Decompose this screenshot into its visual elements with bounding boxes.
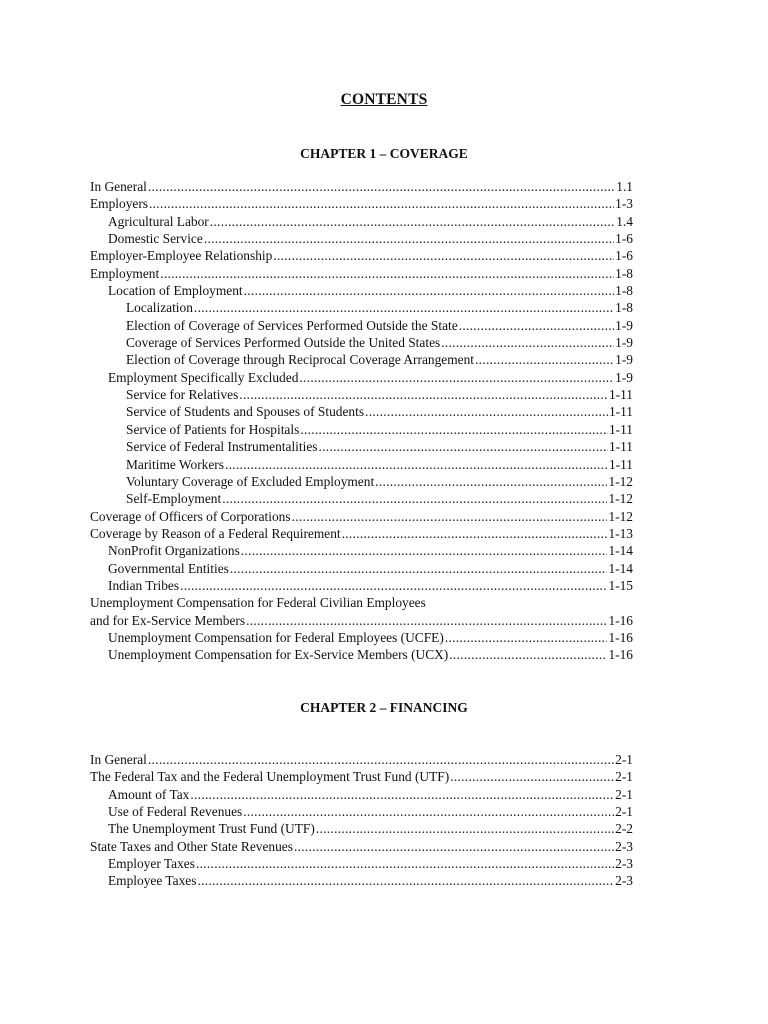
toc-entry-title: In General: [90, 179, 147, 194]
toc-dot-leader: [194, 299, 614, 316]
toc-entry: [90, 369, 633, 386]
toc-page-number: 1-12: [608, 473, 633, 489]
toc-page-number: 1-11: [608, 387, 633, 403]
toc-entry: [90, 265, 633, 282]
toc-page-number: 1-15: [608, 577, 633, 593]
toc-entry: [90, 403, 633, 420]
toc-page-number: 1-16: [608, 647, 633, 663]
toc-entry: [90, 178, 633, 195]
toc-page-number: 1-13: [608, 525, 633, 541]
toc-entry: [90, 351, 633, 368]
toc-entry-title: Coverage by Reason of a Federal Requirement: [90, 525, 341, 541]
chapter-2-heading: CHAPTER 2 – FINANCING: [300, 700, 468, 715]
toc-page-number: 2-1: [615, 804, 633, 820]
toc-entry-title: NonProfit Organizations: [108, 543, 240, 559]
toc-dot-leader: [294, 838, 614, 855]
toc-page-number: 1-11: [608, 421, 633, 437]
toc-entry: [90, 508, 633, 525]
toc-page-number: 1-16: [608, 612, 633, 628]
toc-entry-title: Unemployment Compensation for Federal Civilian Employees: [90, 595, 426, 611]
toc-entry: [90, 299, 633, 316]
toc-entry-title: Employment Specifically Excluded: [108, 369, 299, 385]
toc-dot-leader: [241, 542, 608, 559]
toc-entry: [90, 768, 633, 785]
toc-page-number: 1-14: [608, 560, 633, 576]
toc-entry-title: Coverage of Officers of Corporations: [90, 508, 291, 524]
toc-entry: [90, 855, 633, 872]
toc-dot-leader: [244, 282, 615, 299]
toc-entry: [90, 838, 633, 855]
toc-entry-title: Maritime Workers: [126, 456, 224, 472]
chapter-2-toc: [90, 751, 633, 890]
toc-page-number: 2-2: [615, 821, 633, 837]
toc-dot-leader: [204, 230, 614, 247]
toc-entry: [90, 786, 633, 803]
toc-entry-title: Self-Employment: [126, 491, 222, 507]
toc-dot-leader: [375, 473, 607, 490]
toc-dot-leader: [148, 178, 615, 195]
toc-entry: [90, 386, 633, 403]
toc-dot-leader: [342, 525, 608, 542]
toc-page-number: 1-11: [608, 439, 633, 455]
toc-entry-title: Indian Tribes: [108, 577, 180, 593]
toc-page-number: 1-3: [615, 196, 633, 212]
toc-dot-leader: [190, 786, 614, 803]
toc-dot-leader: [459, 317, 614, 334]
chapter-1-toc: [90, 178, 633, 664]
toc-dot-leader: [319, 438, 608, 455]
toc-entry-title: Agricultural Labor: [108, 213, 209, 229]
toc-entry-title: Domestic Service: [108, 231, 203, 247]
toc-dot-leader: [148, 751, 614, 768]
toc-page-number: 1-9: [615, 317, 633, 333]
toc-page-number: 1-9: [615, 335, 633, 351]
toc-entry: [90, 247, 633, 264]
toc-entry-title: Unemployment Compensation for Federal Employees (UCFE): [108, 629, 444, 645]
toc-page-number: 1.4: [616, 213, 633, 229]
toc-entry-title: Service of Federal Instrumentalities: [126, 439, 318, 455]
toc-page-number: 2-1: [615, 769, 633, 785]
toc-page-number: 1-9: [615, 352, 633, 368]
toc-dot-leader: [196, 855, 614, 872]
toc-dot-leader: [292, 508, 608, 525]
toc-page-number: 2-3: [615, 856, 633, 872]
toc-entry: [90, 577, 633, 594]
toc-entry: [90, 317, 633, 334]
toc-entry: [90, 525, 633, 542]
toc-entry: [90, 803, 633, 820]
toc-entry: [90, 456, 633, 473]
toc-entry: [90, 490, 633, 507]
toc-dot-leader: [222, 490, 607, 507]
toc-entry: [90, 872, 633, 889]
toc-dot-leader: [243, 803, 614, 820]
toc-entry-title: Election of Coverage through Reciprocal Coverage Arrangement: [126, 352, 475, 368]
toc-entry-title: Election of Coverage of Services Performed Outside the State: [126, 317, 458, 333]
toc-entry: [90, 195, 633, 212]
toc-page-number: 1-16: [608, 629, 633, 645]
toc-entry: [90, 282, 633, 299]
toc-dot-leader: [230, 560, 608, 577]
toc-entry-title: Governmental Entities: [108, 560, 229, 576]
toc-dot-leader: [239, 386, 608, 403]
toc-dot-leader: [450, 768, 614, 785]
toc-entry: [90, 421, 633, 438]
toc-entry-title: Employer-Employee Relationship: [90, 248, 273, 264]
toc-entry: [90, 213, 633, 230]
toc-page-number: 1-11: [608, 404, 633, 420]
toc-dot-leader: [160, 265, 614, 282]
toc-entry: [90, 612, 633, 629]
toc-entry: [90, 820, 633, 837]
toc-page-number: 1-6: [615, 248, 633, 264]
toc-entry-title: In General: [90, 752, 147, 767]
toc-page-number: 1-12: [608, 508, 633, 524]
toc-dot-leader: [197, 872, 614, 889]
toc-page-number: 1-8: [615, 265, 633, 281]
toc-dot-leader: [149, 195, 614, 212]
toc-entry-title: Service for Relatives: [126, 387, 239, 403]
toc-entry: [90, 334, 633, 351]
toc-entry: [90, 473, 633, 490]
chapter-1-heading: CHAPTER 1 – COVERAGE: [300, 146, 468, 161]
toc-dot-leader: [365, 403, 608, 420]
toc-entry-title: Employer Taxes: [108, 856, 195, 872]
toc-dot-leader: [449, 646, 607, 663]
toc-entry-title: Employee Taxes: [108, 873, 197, 889]
toc-entry-title: Localization: [126, 300, 193, 316]
toc-entry-title: Employers: [90, 196, 149, 212]
toc-dot-leader: [180, 577, 607, 594]
toc-entry-title: Unemployment Compensation for Ex-Service Members (UCX): [108, 647, 449, 663]
toc-entry-title: and for Ex-Service Members: [90, 612, 246, 628]
toc-dot-leader: [300, 421, 608, 438]
toc-page-number: 2-3: [615, 838, 633, 854]
toc-page-number: 2-3: [615, 873, 633, 889]
toc-page-number: 1.1: [616, 179, 633, 194]
toc-entry-title: State Taxes and Other State Revenues: [90, 838, 293, 854]
toc-entry-title: Coverage of Services Performed Outside the United States: [126, 335, 441, 351]
toc-entry: [90, 438, 633, 455]
toc-page-number: 1-8: [615, 283, 633, 299]
toc-entry-title: Amount of Tax: [108, 786, 190, 802]
toc-entry: [90, 594, 633, 611]
toc-dot-leader: [316, 820, 614, 837]
toc-entry-title: Voluntary Coverage of Excluded Employment: [126, 473, 375, 489]
toc-dot-leader: [475, 351, 614, 368]
toc-page-number: 2-1: [615, 752, 633, 767]
toc-dot-leader: [210, 213, 615, 230]
toc-entry: [90, 629, 633, 646]
toc-page-number: 1-14: [608, 543, 633, 559]
toc-page-number: 1-12: [608, 491, 633, 507]
toc-entry-title: The Unemployment Trust Fund (UTF): [108, 821, 315, 837]
toc-page-number: 1-11: [608, 456, 633, 472]
toc-page-number: 1-8: [615, 300, 633, 316]
toc-entry-title: The Federal Tax and the Federal Unemployment Trust Fund (UTF): [90, 769, 450, 785]
toc-entry: [90, 560, 633, 577]
toc-dot-leader: [225, 456, 608, 473]
toc-entry: [90, 751, 633, 768]
toc-entry: [90, 542, 633, 559]
toc-entry-title: Use of Federal Revenues: [108, 804, 243, 820]
toc-dot-leader: [441, 334, 614, 351]
toc-entry-title: Service of Students and Spouses of Students: [126, 404, 365, 420]
page-title: CONTENTS: [340, 91, 428, 108]
toc-dot-leader: [445, 629, 608, 646]
toc-entry-title: Employment: [90, 265, 160, 281]
toc-entry: [90, 230, 633, 247]
toc-page-number: 2-1: [615, 786, 633, 802]
toc-dot-leader: [246, 612, 607, 629]
toc-entry: [90, 646, 633, 663]
toc-entry-title: Location of Employment: [108, 283, 243, 299]
toc-entry-title: Service of Patients for Hospitals: [126, 421, 300, 437]
toc-page-number: 1-6: [615, 231, 633, 247]
toc-dot-leader: [299, 369, 614, 386]
toc-dot-leader: [273, 247, 614, 264]
toc-page-number: 1-9: [615, 369, 633, 385]
